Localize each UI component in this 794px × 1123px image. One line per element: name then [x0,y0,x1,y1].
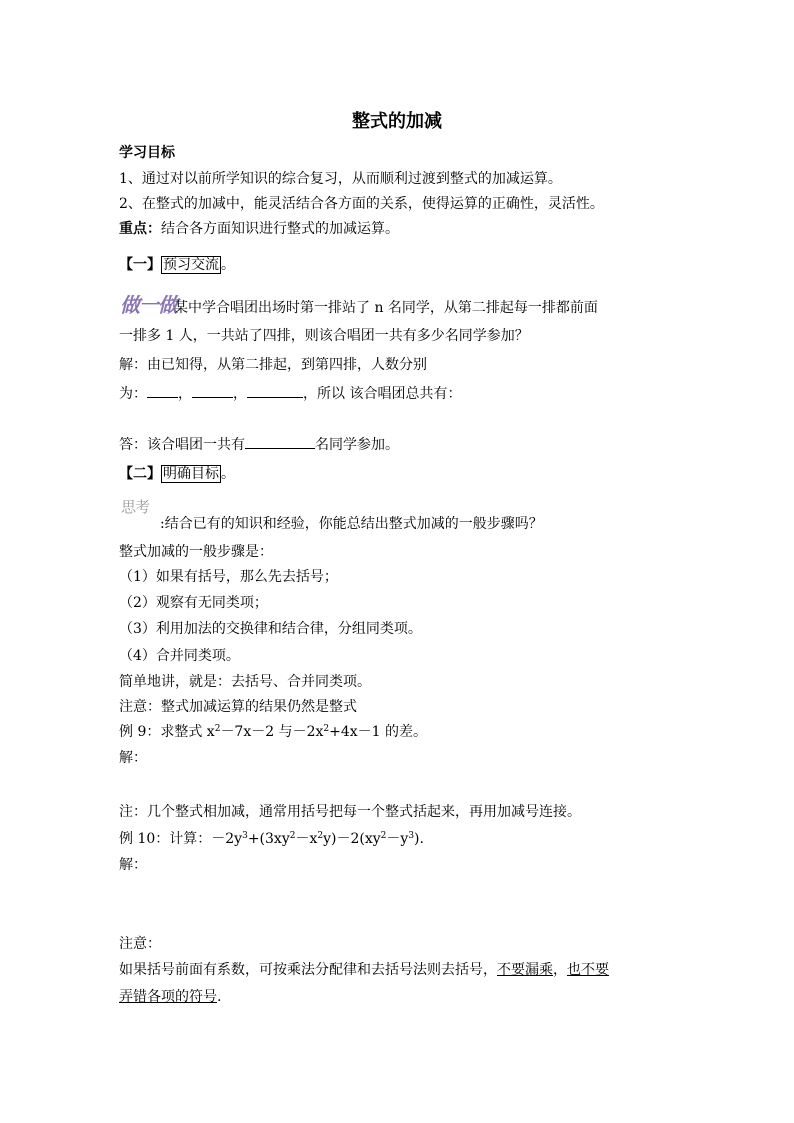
section2-end: 。 [221,466,235,482]
section1-header [119,256,235,274]
ex9-mid-2: +4x－1 的差。 [329,724,428,740]
note-brackets: 注：几个整式相加减，通常用括号把每一个整式括起来，再用加减号连接。 [119,804,581,820]
ex10-exp: 3 [242,831,248,841]
ex10-part-e: ). [414,831,424,847]
final-line1-pre: 如果括号前面有系数，可按乘法分配律和去括号法则去括号， [119,962,497,978]
ex9-exp-1: 2 [214,724,221,734]
ex10-part-a: +(3xy [247,831,290,847]
ex10-part-c: y)－2(xy [323,831,381,847]
ex10-exp: 2 [289,831,296,841]
goals-heading: 学习目标 [119,145,175,161]
answer-suffix: 名同学参加。 [315,437,399,453]
problem-line-1: 某中学合唱团出场时第一排站了 n 名同学，从第二排起每一排都前面 [174,300,598,316]
solution-suffix: ，所以 该合唱团总共有： [303,386,462,402]
ex9-prefix: 例 9：求整式 x [119,724,215,740]
separator: ， [178,386,192,402]
step-1: （1）如果有括号，那么先去括号； [119,569,338,585]
ex10-part-b: －x [295,831,318,847]
final-underline-1: 不要漏乘 [497,962,553,978]
goal-item-1: 1、通过对以前所学知识的综合复习，从而顺利过渡到整式的加减运算。 [119,171,562,187]
answer-blank[interactable] [245,434,315,449]
final-underline-2: 也不要 [567,962,609,978]
blank-1[interactable] [147,383,178,398]
ex10-part-d: －y [386,831,409,847]
do-it-stamp: 做一做 [120,293,177,317]
example-9-solution: 解： [119,750,147,766]
step-4: （4）合并同类项。 [119,648,240,664]
ex9-mid-1: －7x－2 与－2x [220,724,324,740]
ex10-exp: 2 [317,831,324,841]
answer-line [119,434,399,454]
example-9 [119,723,427,741]
solution-line-2 [119,383,461,403]
key-label: 重点： [119,221,161,237]
page-title: 整式的加减 [352,111,442,132]
think-question: :结合已有的知识和经验，你能总结出整式加减的一般步骤吗？ [160,516,543,532]
blank-3[interactable] [247,383,303,398]
section1-end: 。 [221,257,235,273]
section2-boxed-title: 明确目标 [163,466,219,482]
simple-summary: 简单地讲，就是：去括号、合并同类项。 [119,674,371,690]
step-2: （2）观察有无同类项； [119,595,268,611]
solution-line-1: 解：由已知得，从第二排起，到第四排，人数分别 [119,357,427,373]
section1-label: 【一】 [119,257,161,273]
solution-prefix: 为： [119,386,147,402]
ex10-prefix: 例 10：计算：－2y [119,831,243,847]
section2-label: 【二】 [119,466,161,482]
ex9-exp-2: 2 [323,724,330,734]
think-stamp: 思考 [121,498,150,516]
goal-item-2: 2、在整式的加减中，能灵活结合各方面的关系，使得运算的正确性，灵活性。 [119,196,604,212]
final-note-heading: 注意： [119,936,161,952]
final-note-line-1 [119,961,609,979]
note-result: 注意：整式加减运算的结果仍然是整式 [119,699,357,715]
final-note-line-2 [119,988,221,1006]
ex10-exp: 3 [408,831,415,841]
steps-intro: 整式加减的一般步骤是： [119,544,273,560]
section2-header [119,465,235,483]
separator: ， [233,386,247,402]
ex10-exp: 2 [380,831,387,841]
key-text: 结合各方面知识进行整式的加减运算。 [161,221,399,237]
section1-boxed-title: 预习交流 [163,257,219,273]
example-10 [119,830,424,848]
problem-line-2: 一排多 1 人，一共站了四排，则该合唱团一共有多少名同学参加？ [119,328,529,344]
example-10-solution: 解： [119,857,147,873]
blank-2[interactable] [192,383,233,398]
final-line2-end: . [217,989,222,1005]
answer-prefix: 答：该合唱团一共有 [119,437,245,453]
step-3: （3）利用加法的交换律和结合律，分组同类项。 [119,621,422,637]
final-line1-mid: ， [553,962,567,978]
key-point [119,220,399,238]
final-underline-3: 弄错各项的符号 [119,989,217,1005]
